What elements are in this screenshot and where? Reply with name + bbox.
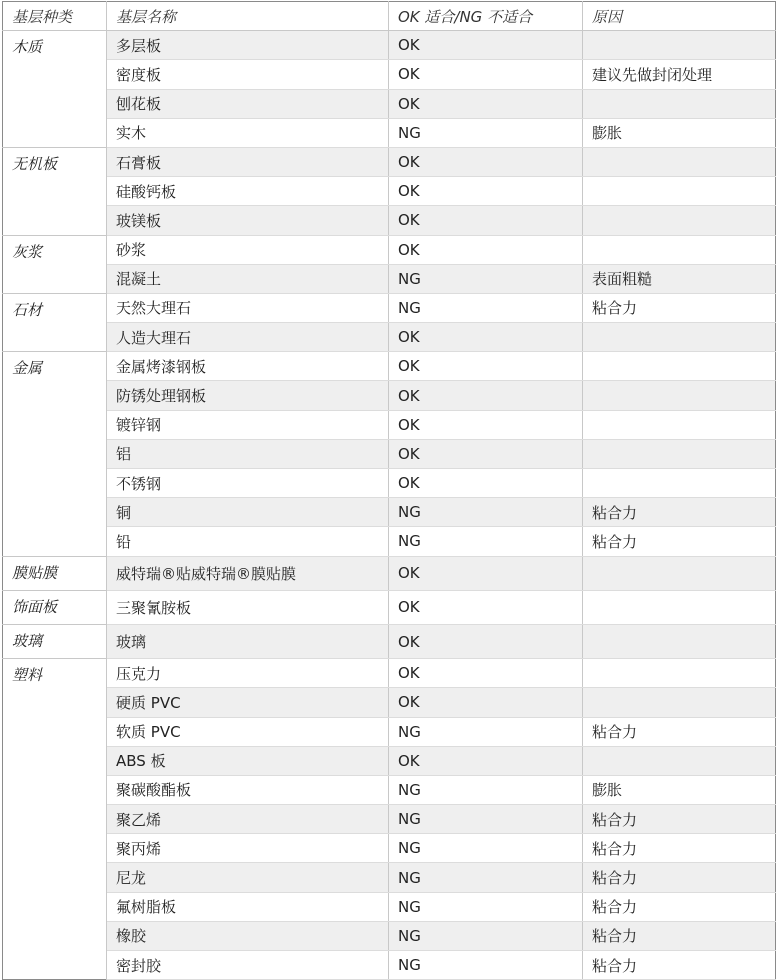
- table-row: [3, 469, 776, 498]
- table-row: [3, 264, 776, 293]
- name-cell: 密封胶: [107, 951, 389, 980]
- result-cell: OK: [389, 235, 583, 264]
- result-cell: OK: [389, 590, 583, 624]
- name-cell: ABS 板: [107, 746, 389, 775]
- reason-cell: [583, 177, 776, 206]
- name-cell: 实木: [107, 118, 389, 147]
- table-row: [3, 834, 776, 863]
- table-row: [3, 659, 776, 688]
- result-cell: OK: [389, 688, 583, 717]
- result-cell: NG: [389, 293, 583, 322]
- reason-cell: 粘合力: [583, 921, 776, 950]
- name-cell: 橡胶: [107, 921, 389, 950]
- table-row: [3, 439, 776, 468]
- reason-cell: [583, 688, 776, 717]
- reason-cell: 表面粗糙: [583, 264, 776, 293]
- category-cell: 塑料: [3, 659, 107, 980]
- reason-cell: [583, 206, 776, 235]
- result-cell: OK: [389, 439, 583, 468]
- table-row: [3, 235, 776, 264]
- reason-cell: [583, 31, 776, 60]
- table-header-row: [3, 2, 776, 31]
- category-cell: 金属: [3, 352, 107, 556]
- table-row: [3, 352, 776, 381]
- table-row: [3, 177, 776, 206]
- header-reason: 原因: [583, 2, 776, 31]
- result-cell: NG: [389, 921, 583, 950]
- table-row: [3, 89, 776, 118]
- result-cell: NG: [389, 805, 583, 834]
- name-cell: 硅酸钙板: [107, 177, 389, 206]
- reason-cell: 粘合力: [583, 293, 776, 322]
- table-row: [3, 805, 776, 834]
- reason-cell: 粘合力: [583, 717, 776, 746]
- result-cell: OK: [389, 323, 583, 352]
- name-cell: 氟树脂板: [107, 892, 389, 921]
- result-cell: OK: [389, 556, 583, 590]
- category-cell: 木质: [3, 31, 107, 148]
- name-cell: 三聚氰胺板: [107, 590, 389, 624]
- result-cell: OK: [389, 624, 583, 658]
- result-cell: OK: [389, 147, 583, 176]
- result-cell: OK: [389, 206, 583, 235]
- header-result: OK 适合/NG 不适合: [389, 2, 583, 31]
- name-cell: 玻镁板: [107, 206, 389, 235]
- reason-cell: 粘合力: [583, 892, 776, 921]
- table-row: [3, 60, 776, 89]
- name-cell: 铅: [107, 527, 389, 556]
- result-cell: OK: [389, 746, 583, 775]
- result-cell: NG: [389, 118, 583, 147]
- result-cell: OK: [389, 89, 583, 118]
- reason-cell: [583, 469, 776, 498]
- category-cell: 膜贴膜: [3, 556, 107, 590]
- result-cell: OK: [389, 60, 583, 89]
- reason-cell: 膨胀: [583, 118, 776, 147]
- substrate-compatibility-table-wrapper: [2, 1, 776, 980]
- result-cell: NG: [389, 951, 583, 980]
- reason-cell: [583, 89, 776, 118]
- result-cell: NG: [389, 717, 583, 746]
- table-row: [3, 410, 776, 439]
- table-row: [3, 717, 776, 746]
- category-cell: 无机板: [3, 147, 107, 235]
- table-row: [3, 293, 776, 322]
- name-cell: 软质 PVC: [107, 717, 389, 746]
- name-cell: 铝: [107, 439, 389, 468]
- table-row: [3, 498, 776, 527]
- reason-cell: [583, 235, 776, 264]
- table-row: [3, 892, 776, 921]
- name-cell: 威特瑞®贴威特瑞®膜贴膜: [107, 556, 389, 590]
- reason-cell: [583, 381, 776, 410]
- result-cell: OK: [389, 352, 583, 381]
- reason-cell: [583, 439, 776, 468]
- result-cell: NG: [389, 863, 583, 892]
- name-cell: 聚碳酸酯板: [107, 775, 389, 804]
- table-row: [3, 863, 776, 892]
- table-row: [3, 590, 776, 624]
- reason-cell: 粘合力: [583, 951, 776, 980]
- category-cell: 饰面板: [3, 590, 107, 624]
- table-row: [3, 31, 776, 60]
- result-cell: NG: [389, 892, 583, 921]
- name-cell: 金属烤漆钢板: [107, 352, 389, 381]
- category-cell: 石材: [3, 293, 107, 351]
- name-cell: 聚乙烯: [107, 805, 389, 834]
- table-row: [3, 951, 776, 980]
- table-row: [3, 323, 776, 352]
- reason-cell: [583, 147, 776, 176]
- reason-cell: 粘合力: [583, 834, 776, 863]
- result-cell: NG: [389, 775, 583, 804]
- table-row: [3, 118, 776, 147]
- reason-cell: 粘合力: [583, 805, 776, 834]
- reason-cell: [583, 659, 776, 688]
- result-cell: NG: [389, 527, 583, 556]
- name-cell: 压克力: [107, 659, 389, 688]
- category-cell: 玻璃: [3, 624, 107, 658]
- table-row: [3, 746, 776, 775]
- name-cell: 玻璃: [107, 624, 389, 658]
- reason-cell: 粘合力: [583, 498, 776, 527]
- name-cell: 硬质 PVC: [107, 688, 389, 717]
- name-cell: 不锈钢: [107, 469, 389, 498]
- name-cell: 混凝土: [107, 264, 389, 293]
- result-cell: OK: [389, 469, 583, 498]
- reason-cell: [583, 746, 776, 775]
- reason-cell: 建议先做封闭处理: [583, 60, 776, 89]
- result-cell: NG: [389, 498, 583, 527]
- reason-cell: 粘合力: [583, 527, 776, 556]
- name-cell: 天然大理石: [107, 293, 389, 322]
- name-cell: 尼龙: [107, 863, 389, 892]
- reason-cell: [583, 410, 776, 439]
- name-cell: 人造大理石: [107, 323, 389, 352]
- name-cell: 镀锌钢: [107, 410, 389, 439]
- reason-cell: [583, 590, 776, 624]
- table-row: [3, 688, 776, 717]
- result-cell: OK: [389, 177, 583, 206]
- result-cell: OK: [389, 381, 583, 410]
- name-cell: 石膏板: [107, 147, 389, 176]
- name-cell: 聚丙烯: [107, 834, 389, 863]
- table-row: [3, 206, 776, 235]
- header-name: 基层名称: [107, 2, 389, 31]
- name-cell: 多层板: [107, 31, 389, 60]
- category-cell: 灰浆: [3, 235, 107, 293]
- table-row: [3, 556, 776, 590]
- header-category: 基层种类: [3, 2, 107, 31]
- name-cell: 砂浆: [107, 235, 389, 264]
- reason-cell: [583, 556, 776, 590]
- table-row: [3, 775, 776, 804]
- table-body: [3, 31, 776, 980]
- table-row: [3, 147, 776, 176]
- reason-cell: [583, 624, 776, 658]
- result-cell: OK: [389, 659, 583, 688]
- result-cell: OK: [389, 31, 583, 60]
- name-cell: 防锈处理钢板: [107, 381, 389, 410]
- table-row: [3, 381, 776, 410]
- substrate-compatibility-table: [2, 1, 776, 980]
- reason-cell: 粘合力: [583, 863, 776, 892]
- table-row: [3, 921, 776, 950]
- result-cell: OK: [389, 410, 583, 439]
- reason-cell: [583, 323, 776, 352]
- name-cell: 铜: [107, 498, 389, 527]
- result-cell: NG: [389, 834, 583, 863]
- reason-cell: [583, 352, 776, 381]
- name-cell: 密度板: [107, 60, 389, 89]
- table-row: [3, 624, 776, 658]
- result-cell: NG: [389, 264, 583, 293]
- reason-cell: 膨胀: [583, 775, 776, 804]
- name-cell: 刨花板: [107, 89, 389, 118]
- table-row: [3, 527, 776, 556]
